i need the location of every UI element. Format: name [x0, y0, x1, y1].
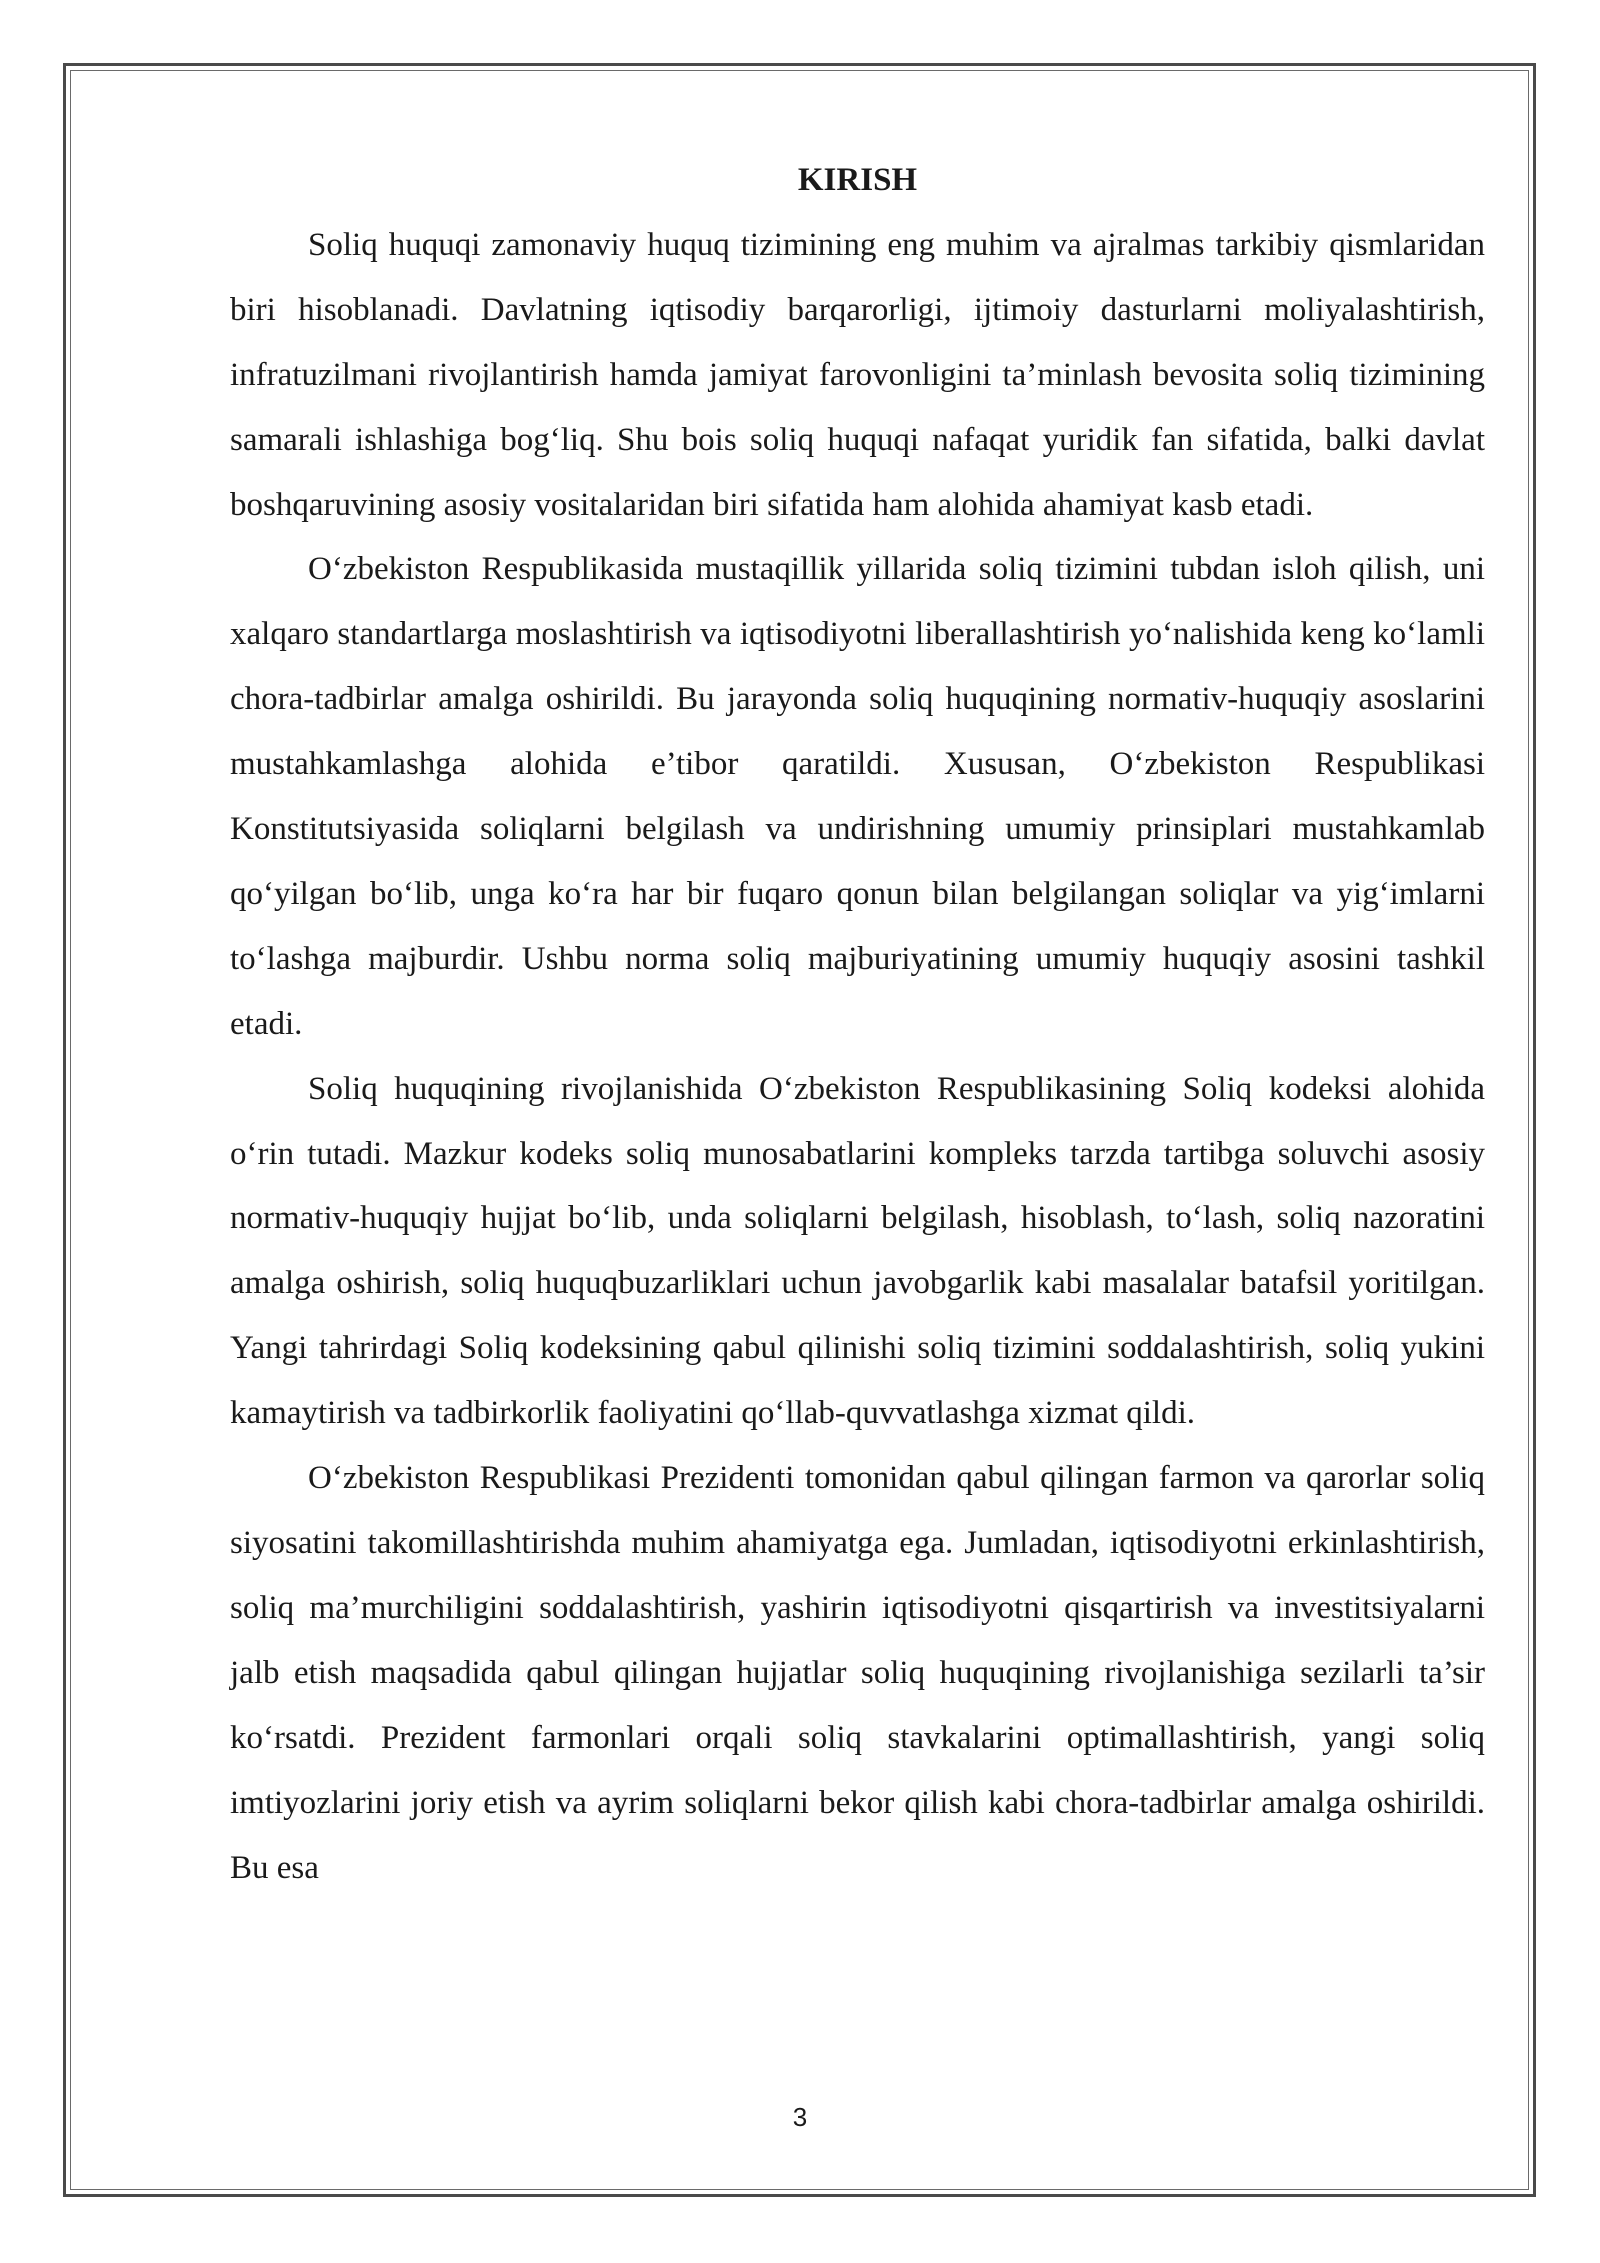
paragraph-2: O‘zbekiston Respublikasida mustaqillik yillarida soliq tizimini tubdan isloh qilish, uni xalqaro standartlarga moslashtirish va iqtisodiyotni liberallashtirish yo‘nalishida keng ko‘lamli chora-tadbirlar amalga oshirildi. Bu jarayonda soliq huquqining normativ-huquqiy asoslarini mustahkamlashga alohida e’tibor qaratildi. Xususan, O‘zbekiston Respublikasi Konstitutsiyasida soliqlarni belgilash va undirishning umumiy prinsiplari mustahkamlab qo‘yilgan bo‘lib, unga ko‘ra har bir fuqaro qonun bilan belgilangan soliqlar va yig‘imlarni to‘lashga majburdir. Ushbu norma soliq majburiyatining umumiy huquqiy asosini tashkil etadi.: [230, 551, 1485, 1042]
paragraph-3: Soliq huquqining rivojlanishida O‘zbekiston Respublikasining Soliq kodeksi alohida o‘rin tutadi. Mazkur kodeks soliq munosabatlarini kompleks tarzda tartibga soluvchi asosiy normativ-huquqiy hujjat bo‘lib, unda soliqlarni belgilash, hisoblash, to‘lash, soliq nazoratini amalga oshirish, soliq huquqbuzarliklari uchun javobgarlik kabi masalalar batafsil yoritilgan. Yangi tahrirdagi Soliq kodeksining qabul qilinishi soliq tizimini soddalashtirish, soliq yukini kamaytirish va tadbirkorlik faoliyatini qo‘llab-quvvatlashga xizmat qildi.: [230, 1070, 1485, 1432]
section-title: KIRISH: [797, 162, 918, 198]
paragraph-4: O‘zbekiston Respublikasi Prezidenti tomonidan qabul qilingan farmon va qarorlar soliq siyosatini takomillashtirishda muhim ahamiyatga ega. Jumladan, iqtisodiyotni erkinlashtirish, soliq ma’murchiligini soddalashtirish, yashirin iqtisodiyotni qisqartirish va investitsiyalarni jalb etish maqsadida qabul qilingan hujjatlar soliq huquqining rivojlanishiga sezilarli ta’sir ko‘rsatdi. Prezident farmonlari orqali soliq stavkalarini optimallashtirish, yangi soliq imtiyozlarini joriy etish va ayrim soliqlarni bekor qilish kabi chora-tadbirlar amalga oshirildi. Bu esa: [230, 1460, 1485, 1886]
document-body: [230, 148, 1485, 1900]
page-number: 3: [792, 2102, 808, 2132]
paragraph-1: Soliq huquqi zamonaviy huquq tizimining eng muhim va ajralmas tarkibiy qismlaridan biri hisoblanadi. Davlatning iqtisodiy barqarorligi, ijtimoiy dasturlarni moliyalashtirish, infratuzilmani rivojlantirish hamda jamiyat farovonligini ta’minlash bevosita soliq tizimining samarali ishlashiga bog‘liq. Shu bois soliq huquqi nafaqat yuridik fan sifatida, balki davlat boshqaruvining asosiy vositalaridan biri sifatida ham alohida ahamiyat kasb etadi.: [230, 226, 1485, 523]
